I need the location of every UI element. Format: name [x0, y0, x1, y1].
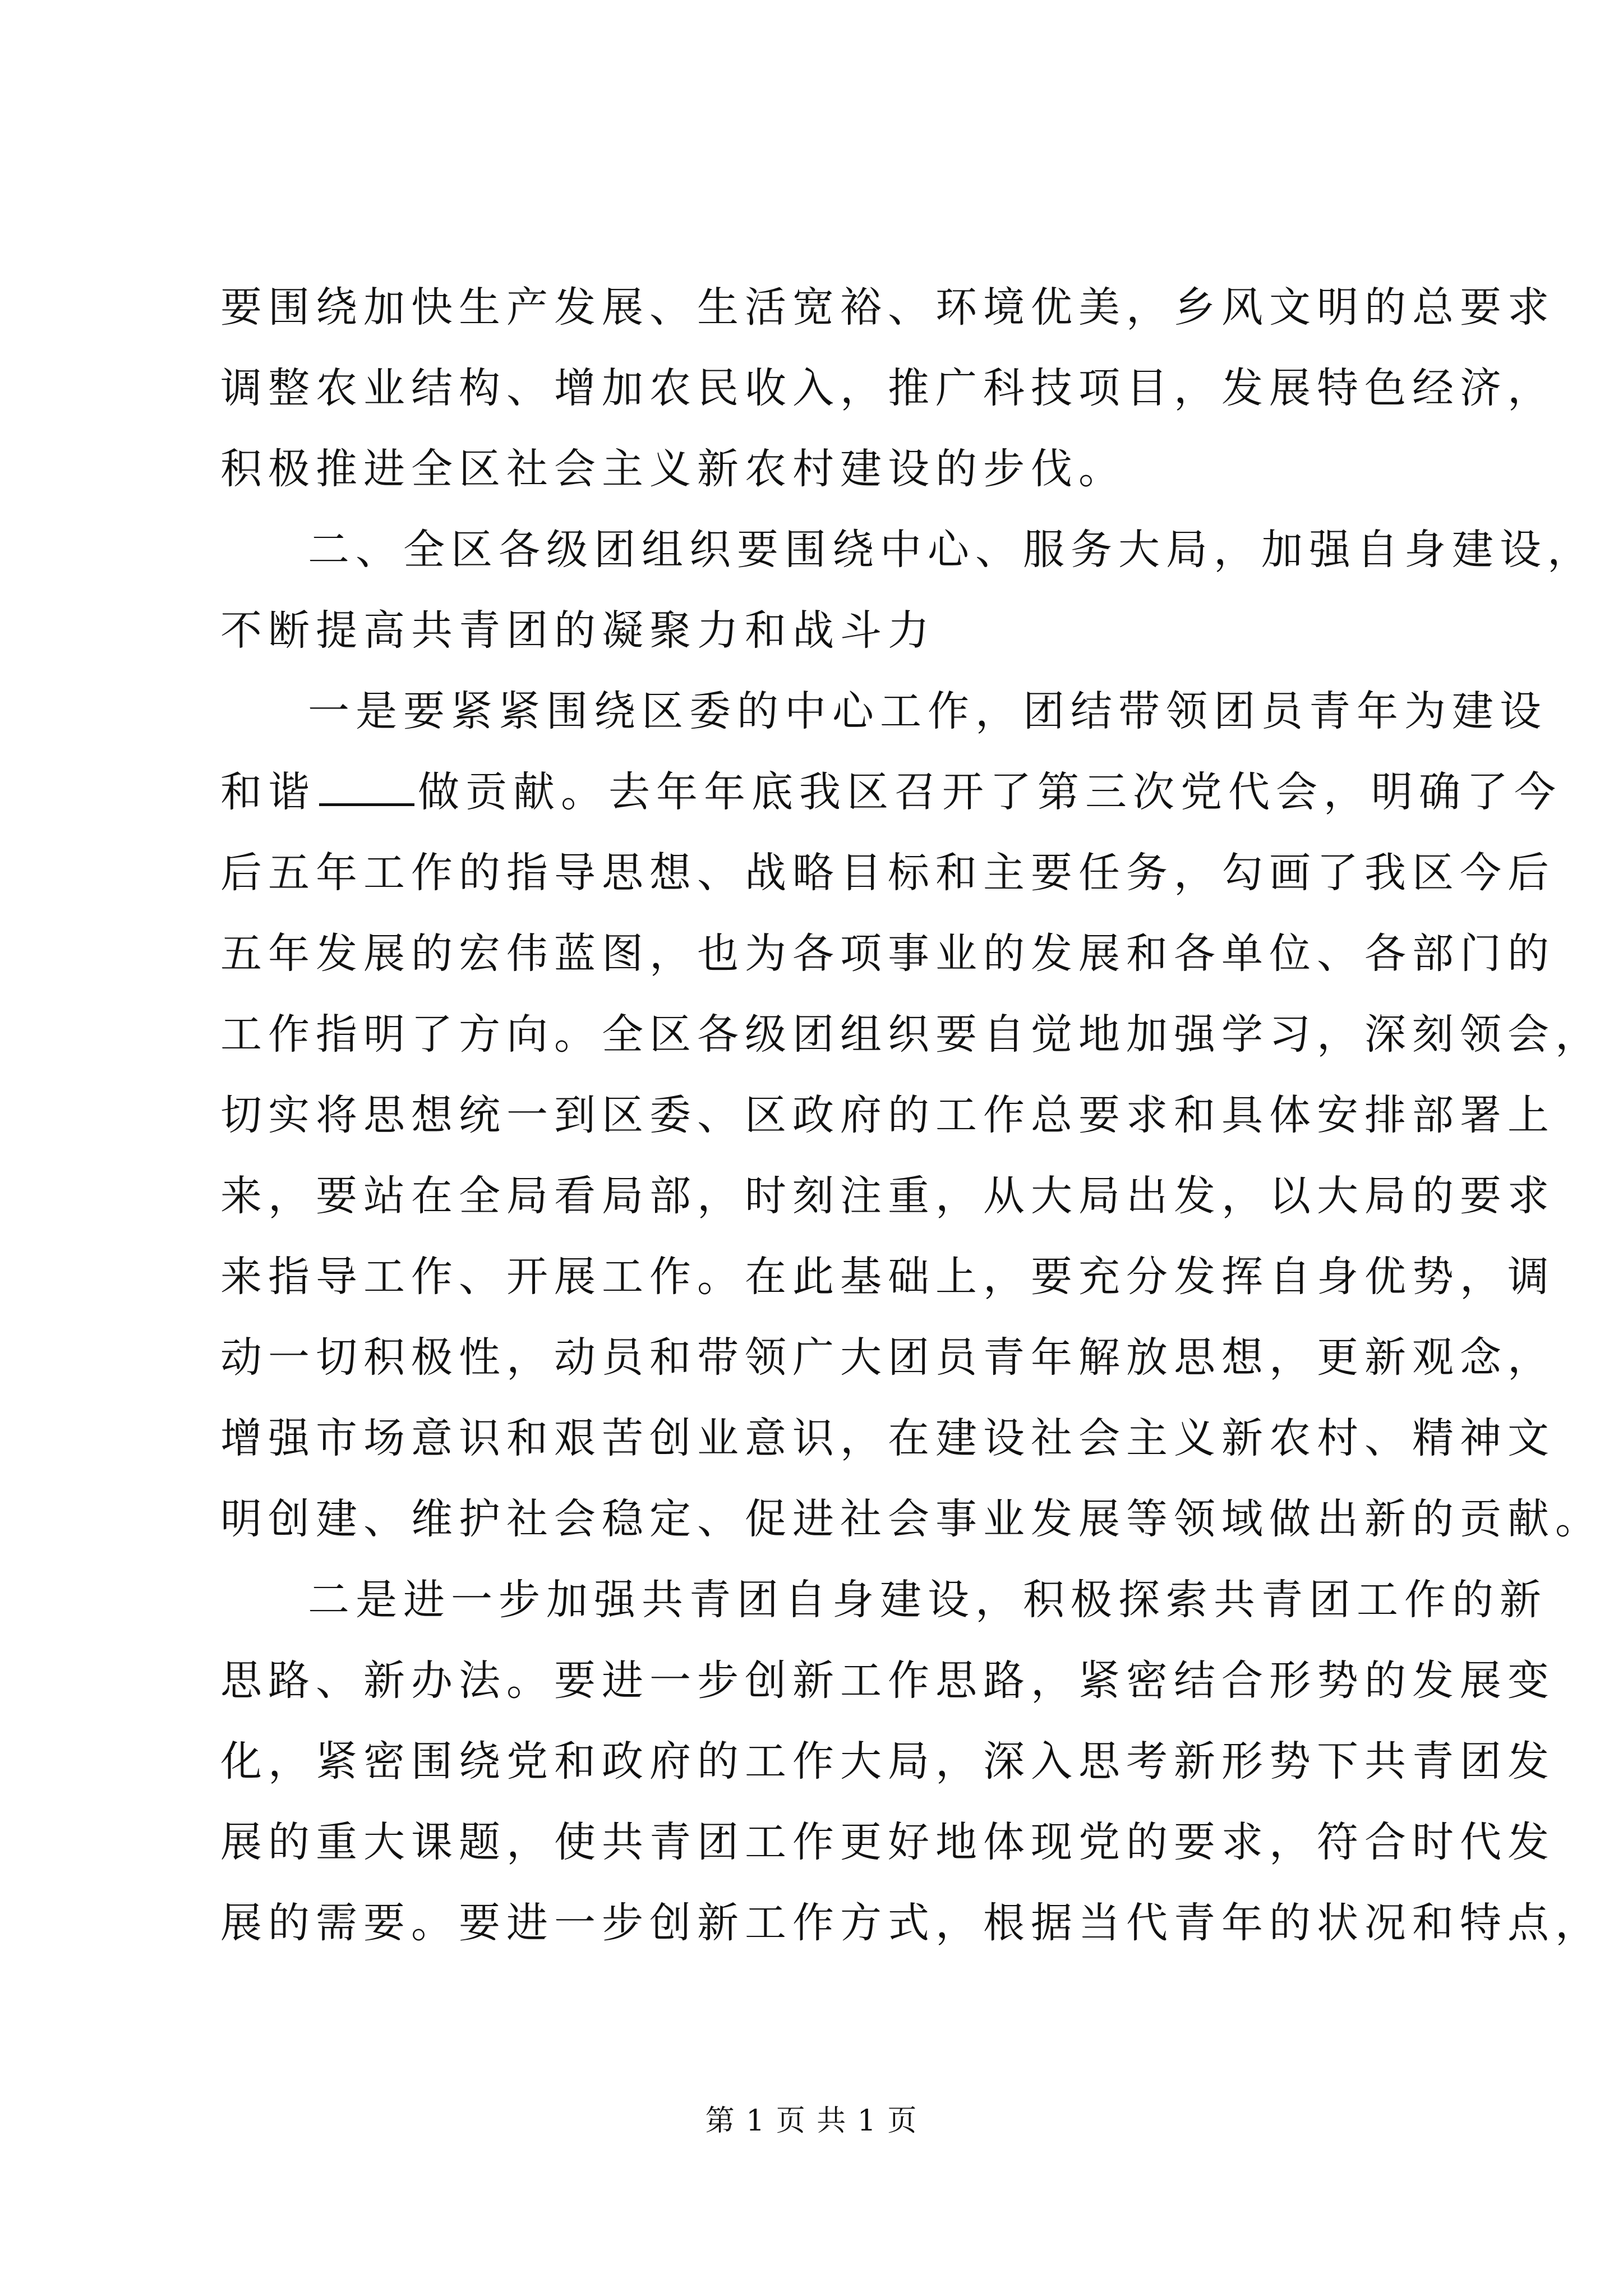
text-line: 五年发展的宏伟蓝图，也为各项事业的发展和各单位、各部门的	[220, 930, 1555, 978]
text-line: 切实将思想统一到区委、区政府的工作总要求和具体安排部署上	[220, 1091, 1555, 1139]
text-line: 调整农业结构、增加农民收入，推广科技项目，发展特色经济，	[220, 364, 1555, 412]
text-line: 展的重大课题，使共青团工作更好地体现党的要求，符合时代发	[220, 1818, 1555, 1866]
text-line: 要围绕加快生产发展、生活宽裕、环境优美，乡风文明的总要求	[220, 283, 1555, 332]
document-body	[220, 267, 1603, 1963]
text-line	[220, 752, 1562, 832]
text-line: 二是进一步加强共青团自身建设，积极探索共青团工作的新	[308, 1576, 1547, 1624]
text-line: 展的需要。要进一步创新工作方式，根据当代青年的状况和特点，	[220, 1899, 1603, 1947]
text-line: 积极推进全区社会主义新农村建设的步伐。	[220, 445, 1126, 493]
section-heading-line: 二、全区各级团组织要围绕中心、服务大局，加强自身建设，	[308, 526, 1595, 574]
text-line: 动一切积极性，动员和带领广大团员青年解放思想，更新观念，	[220, 1333, 1555, 1382]
text-fragment: 做贡献。去年年底我区召开了第三次党代会，明确了今	[418, 768, 1562, 816]
page-number-footer: 第 1 页 共 1 页	[705, 2104, 918, 2138]
fill-in-blank	[319, 766, 414, 806]
text-line: 来，要站在全局看局部，时刻注重，从大局出发，以大局的要求	[220, 1172, 1555, 1220]
text-line: 化，紧密围绕党和政府的工作大局，深入思考新形势下共青团发	[220, 1737, 1555, 1786]
text-line: 后五年工作的指导思想、战略目标和主要任务，勾画了我区今后	[220, 849, 1555, 897]
text-line: 增强市场意识和艰苦创业意识，在建设社会主义新农村、精神文	[220, 1414, 1555, 1462]
text-fragment: 和谐	[220, 768, 316, 816]
text-line: 明创建、维护社会稳定、促进社会事业发展等领域做出新的贡献。	[220, 1495, 1603, 1543]
text-line: 一是要紧紧围绕区委的中心工作，团结带领团员青年为建设	[308, 687, 1547, 735]
text-line: 工作指明了方向。全区各级团组织要自觉地加强学习，深刻领会，	[220, 1010, 1603, 1059]
section-heading-line: 不断提高共青团的凝聚力和战斗力	[220, 606, 935, 655]
text-line: 思路、新办法。要进一步创新工作思路，紧密结合形势的发展变	[220, 1657, 1555, 1705]
text-line: 来指导工作、开展工作。在此基础上，要充分发挥自身优势，调	[220, 1253, 1555, 1301]
